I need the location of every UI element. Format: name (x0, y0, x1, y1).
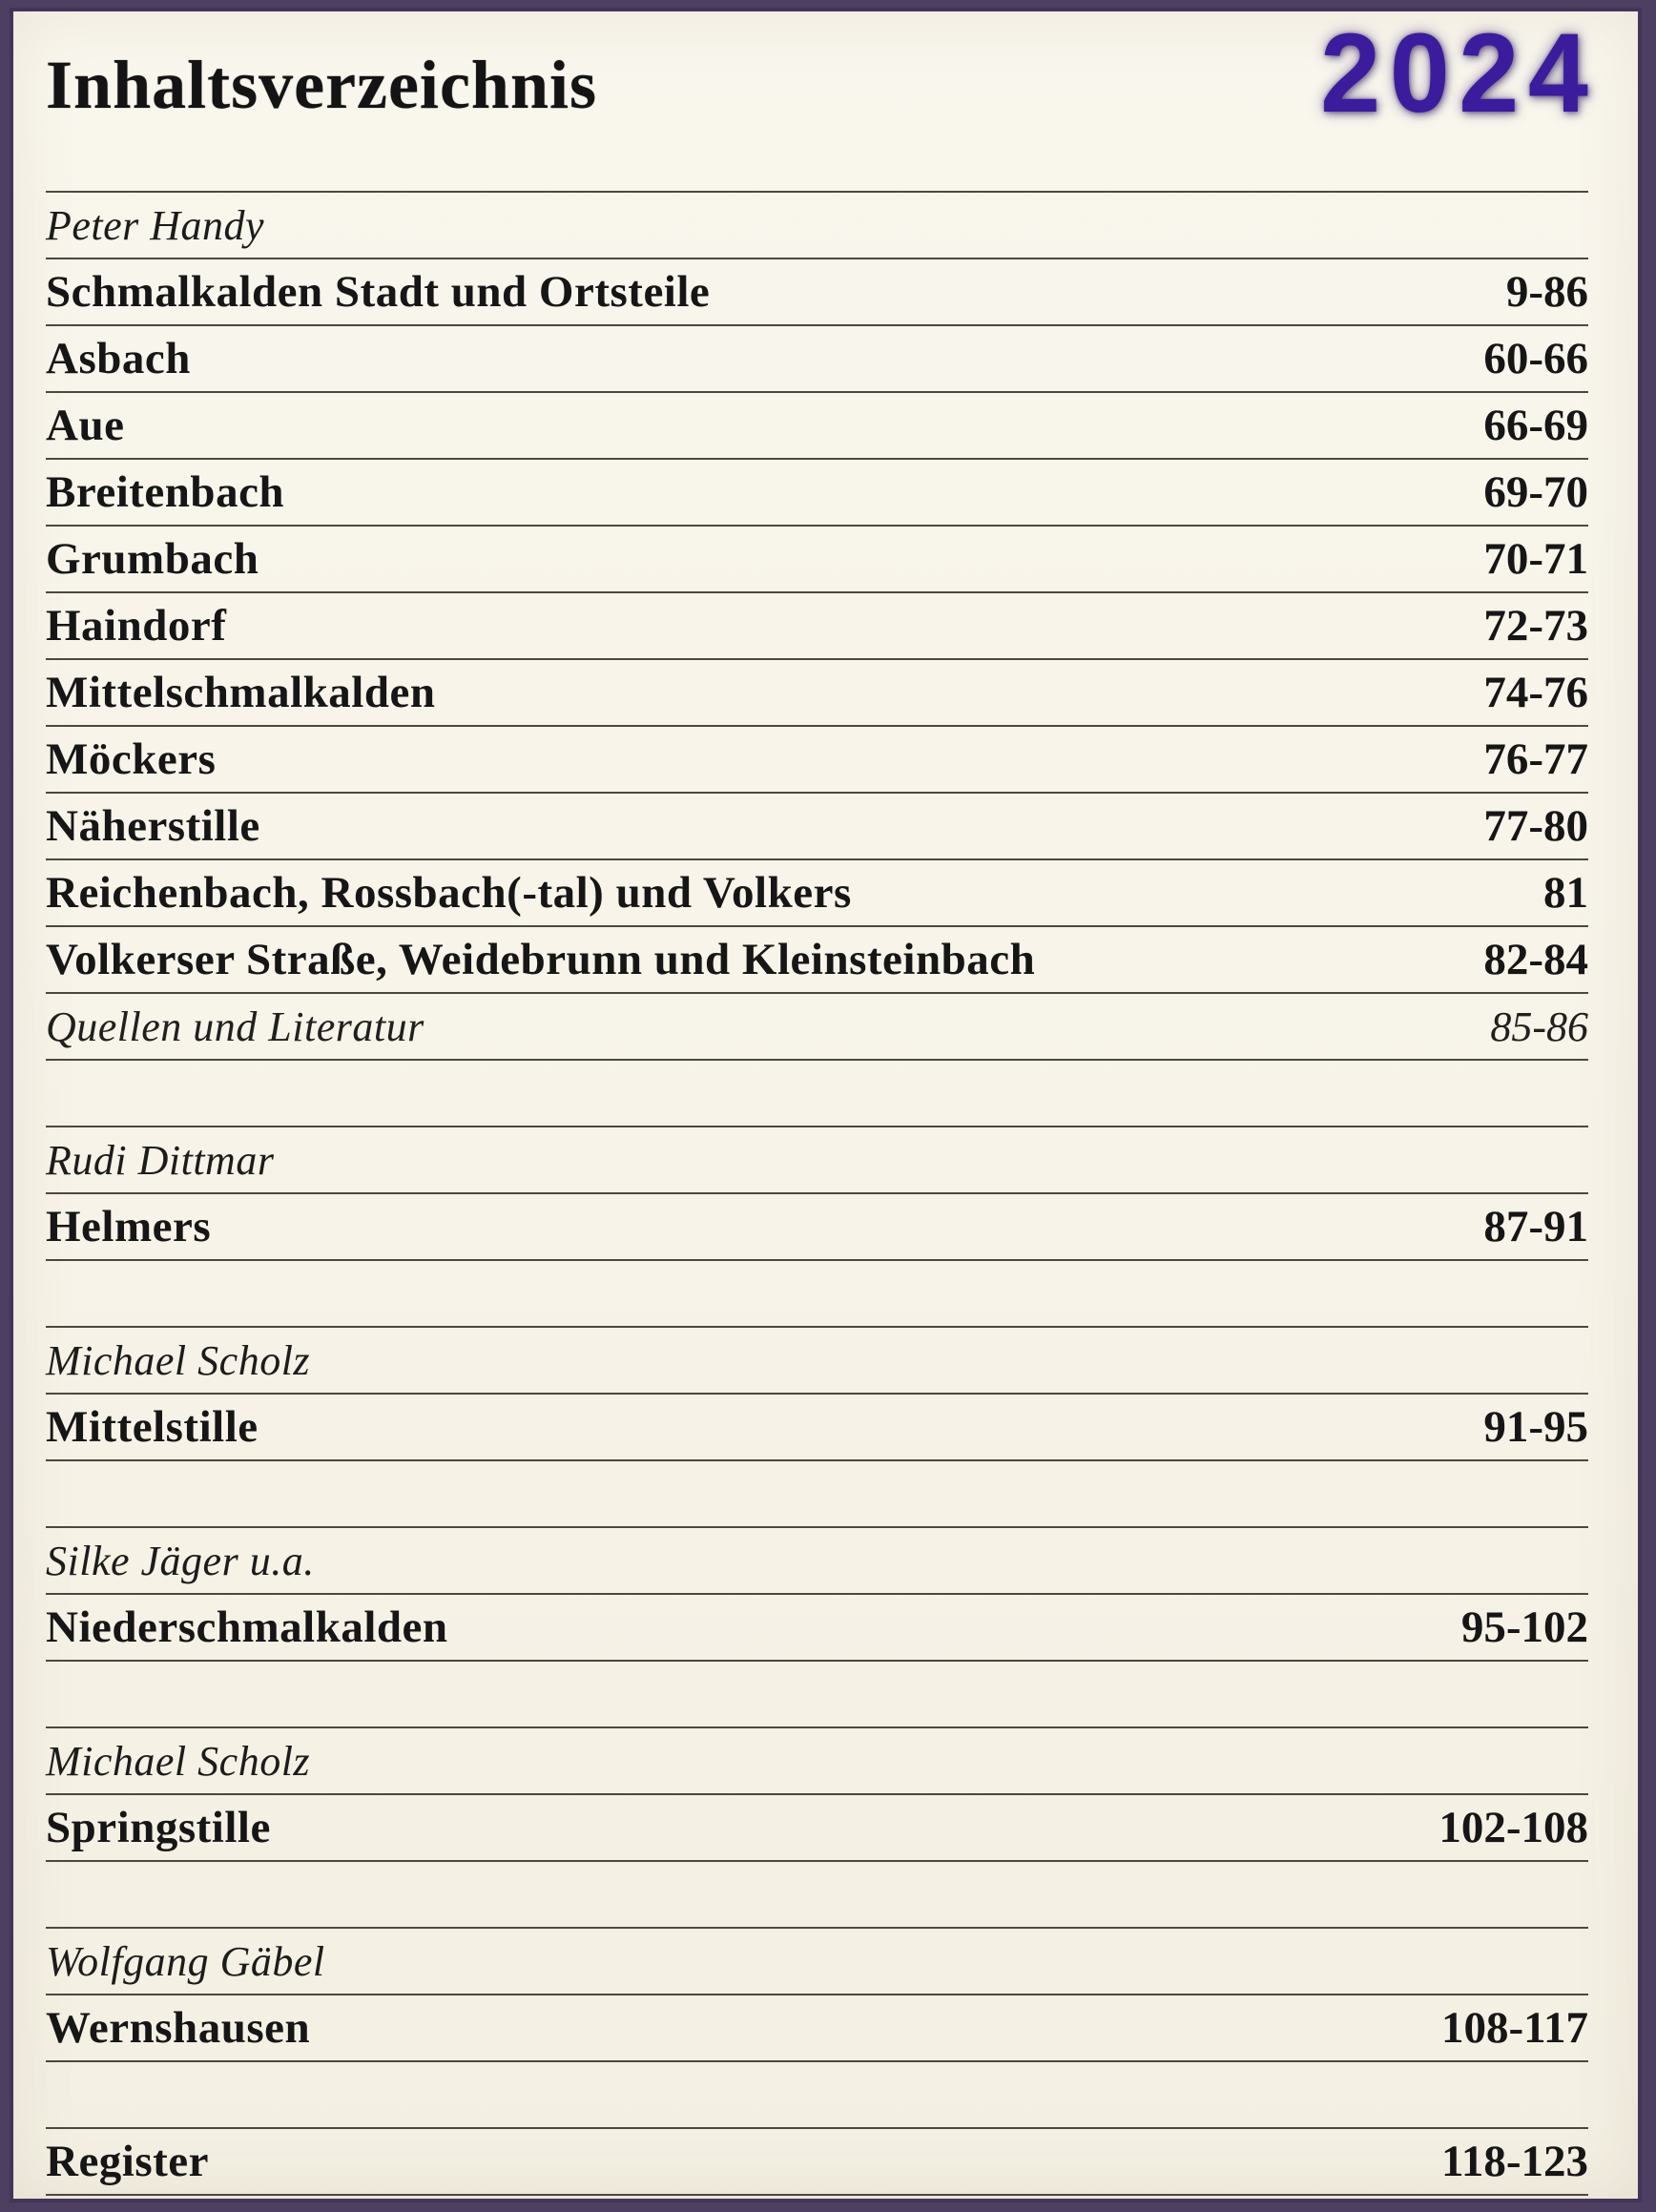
toc-entry (46, 1994, 1588, 2060)
toc-entry (46, 324, 1588, 391)
entry-label: Näherstille (46, 801, 260, 851)
toc-entry (46, 1192, 1588, 1259)
toc-section (46, 1726, 1588, 1862)
author-label: Wolfgang Gäbel (46, 1937, 325, 1985)
entry-pages: 76-77 (1483, 734, 1588, 784)
entry-label: Register (46, 2137, 210, 2186)
toc-entry (46, 992, 1588, 1059)
toc-entry (46, 258, 1588, 324)
toc-section (46, 191, 1588, 1061)
entry-label: Mittelstille (46, 1402, 259, 1452)
entry-label: Volkerser Straße, Weidebrunn und Kleinsteinbach (46, 935, 1036, 984)
entry-pages: 81 (1543, 868, 1588, 918)
year-badge: 2024 (1320, 10, 1598, 136)
entry-pages: 87-91 (1483, 1202, 1588, 1251)
toc-entry (46, 391, 1588, 458)
section-gap (46, 1061, 1588, 1126)
entry-pages: 85-86 (1490, 1003, 1588, 1050)
entry-label: Helmers (46, 1202, 212, 1251)
entry-pages: 95-102 (1460, 1602, 1588, 1652)
entry-label: Asbach (46, 334, 191, 383)
author-row (46, 1726, 1588, 1793)
toc-section (46, 2127, 1588, 2196)
entry-pages: 77-80 (1483, 801, 1588, 851)
masthead (46, 10, 1598, 191)
toc-entry (46, 1393, 1588, 1459)
page-title: Inhaltsverzeichnis (46, 47, 598, 123)
section-gap (46, 2062, 1588, 2127)
section-gap (46, 1461, 1588, 1526)
entry-label: Wernshausen (46, 2003, 311, 2053)
entry-label: Niederschmalkalden (46, 1602, 448, 1652)
section-gap (46, 1862, 1588, 1927)
toc-entry (46, 858, 1588, 925)
entry-label: Haindorf (46, 601, 227, 651)
author-label: Rudi Dittmar (46, 1136, 275, 1184)
entry-pages: 108-117 (1440, 2003, 1588, 2053)
entry-pages: 102-108 (1439, 1803, 1588, 1852)
toc-entry (46, 792, 1588, 858)
section-gap (46, 1261, 1588, 1326)
toc-entry (46, 525, 1588, 591)
author-row (46, 191, 1588, 258)
entry-label: Reichenbach, Rossbach(-tal) und Volkers (46, 868, 852, 918)
entry-label: Aue (46, 401, 125, 450)
toc-entry (46, 458, 1588, 525)
entry-pages: 70-71 (1483, 534, 1588, 584)
toc-section (46, 1526, 1588, 1662)
toc-entry (46, 925, 1588, 992)
toc-entry (46, 2127, 1588, 2194)
entry-label: Quellen und Literatur (46, 1003, 424, 1050)
toc-section (46, 1126, 1588, 1261)
toc-section (46, 1326, 1588, 1461)
entry-pages: 82-84 (1483, 935, 1588, 984)
entry-pages: 74-76 (1483, 668, 1588, 717)
author-row (46, 1126, 1588, 1192)
entry-label: Mittelschmalkalden (46, 668, 436, 717)
toc-page (13, 11, 1638, 2199)
toc-entry (46, 725, 1588, 792)
toc-entry (46, 658, 1588, 725)
entry-label: Möckers (46, 734, 217, 784)
author-label: Michael Scholz (46, 1336, 311, 1384)
entry-pages: 91-95 (1483, 1402, 1588, 1452)
author-row (46, 1326, 1588, 1393)
entry-pages: 118-123 (1440, 2137, 1588, 2186)
entry-pages: 60-66 (1483, 334, 1588, 383)
entry-label: Springstille (46, 1803, 271, 1852)
entry-pages: 9-86 (1505, 267, 1588, 317)
author-label: Peter Handy (46, 201, 265, 249)
toc (46, 191, 1588, 2196)
toc-entry (46, 1593, 1588, 1660)
author-label: Silke Jäger u.a. (46, 1537, 315, 1584)
author-label: Michael Scholz (46, 1737, 311, 1785)
author-row (46, 1927, 1588, 1994)
toc-section (46, 1927, 1588, 2062)
entry-pages: 72-73 (1483, 601, 1588, 651)
entry-label: Breitenbach (46, 467, 285, 517)
entry-pages: 69-70 (1483, 467, 1588, 517)
entry-label: Grumbach (46, 534, 259, 584)
entry-pages: 66-69 (1483, 401, 1588, 450)
entry-label: Schmalkalden Stadt und Ortsteile (46, 267, 711, 317)
toc-entry (46, 591, 1588, 658)
section-gap (46, 1662, 1588, 1726)
toc-entry (46, 1793, 1588, 1860)
author-row (46, 1526, 1588, 1593)
